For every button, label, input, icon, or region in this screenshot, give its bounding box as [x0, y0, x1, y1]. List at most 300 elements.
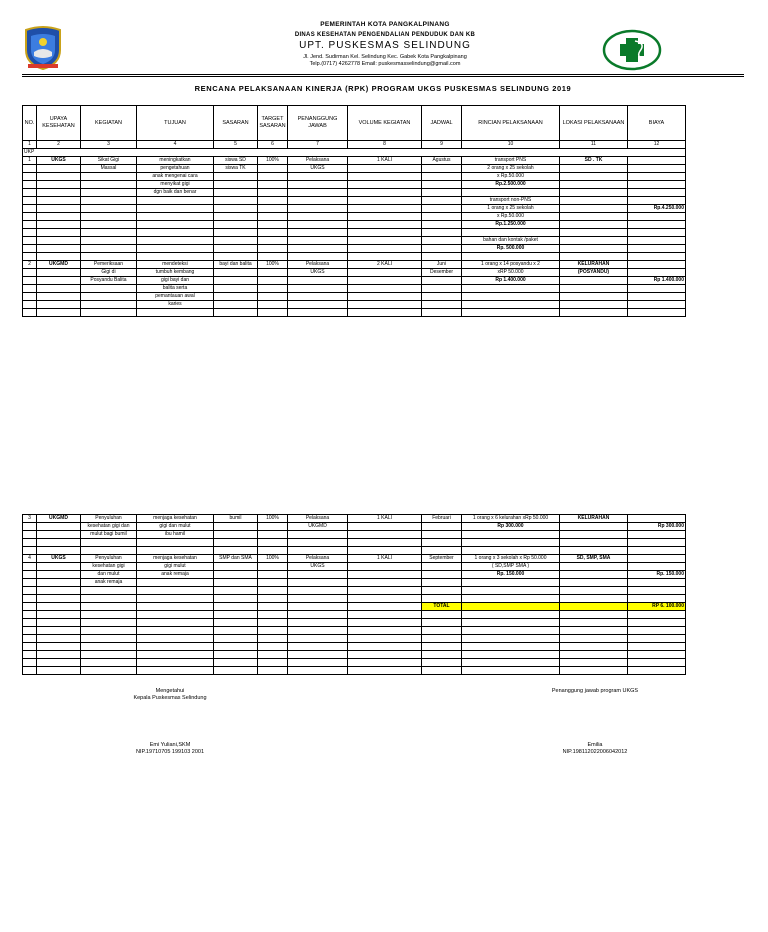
table-cell	[628, 301, 686, 309]
table-cell	[288, 651, 348, 659]
table-cell	[560, 603, 628, 611]
table-cell	[628, 531, 686, 539]
table-cell	[258, 245, 288, 253]
table-cell	[560, 277, 628, 285]
table-cell	[37, 667, 81, 675]
table-cell: Penyuluhan	[81, 555, 137, 563]
table-cell: Rp 1.400.000	[628, 277, 686, 285]
table-row	[23, 245, 686, 253]
table-cell: bayi dan balita	[214, 261, 258, 269]
table-cell	[628, 555, 686, 563]
table-cell	[628, 253, 686, 261]
table-row	[23, 157, 686, 165]
table-cell: 1 KALI	[348, 555, 422, 563]
table-cell	[462, 547, 560, 555]
table-cell	[214, 293, 258, 301]
table-cell	[214, 531, 258, 539]
table-cell: pemantauan awal	[137, 293, 214, 301]
table-cell: 4	[23, 555, 37, 563]
table-cell	[258, 563, 288, 571]
table-cell	[560, 237, 628, 245]
table-cell	[462, 539, 560, 547]
table-cell	[81, 603, 137, 611]
column-header: TUJUAN	[137, 106, 214, 141]
table-cell	[37, 531, 81, 539]
table-cell: ( SD,SMP SMA )	[462, 563, 560, 571]
table-cell	[348, 293, 422, 301]
table-cell: meningkatkan	[137, 157, 214, 165]
table-cell	[37, 165, 81, 173]
table-cell	[81, 173, 137, 181]
signature-left-line2: Kepala Puskesmas Selindung	[133, 695, 207, 701]
table-cell	[628, 237, 686, 245]
table-cell	[348, 205, 422, 213]
table-cell	[81, 221, 137, 229]
column-header: KEGIATAN	[81, 106, 137, 141]
table-cell: dan mulut	[81, 571, 137, 579]
column-number: 7	[288, 141, 348, 149]
table-cell	[288, 301, 348, 309]
table-cell: bumil	[214, 515, 258, 523]
table-cell	[23, 643, 37, 651]
table-cell	[137, 619, 214, 627]
signature-right-name: Emilia	[587, 742, 603, 748]
table-cell	[288, 237, 348, 245]
table-cell	[288, 643, 348, 651]
table-cell	[258, 213, 288, 221]
table-cell: 100%	[258, 515, 288, 523]
table-cell	[23, 603, 37, 611]
table-cell	[23, 651, 37, 659]
table-cell	[288, 635, 348, 643]
table-cell	[23, 571, 37, 579]
table-cell	[37, 205, 81, 213]
column-number: 6	[258, 141, 288, 149]
table-cell	[258, 197, 288, 205]
table-row	[23, 173, 686, 181]
table-row	[23, 253, 686, 261]
table-row	[23, 619, 686, 627]
table-cell	[462, 667, 560, 675]
table-cell	[348, 571, 422, 579]
table-cell	[214, 611, 258, 619]
table-row	[23, 309, 686, 317]
table-cell	[628, 245, 686, 253]
table-cell	[23, 181, 37, 189]
table-cell	[628, 579, 686, 587]
table-cell	[258, 293, 288, 301]
table-cell	[258, 611, 288, 619]
health-ministry-logo-icon	[602, 29, 662, 71]
table-cell	[81, 659, 137, 667]
table-cell: Pelaksana	[288, 555, 348, 563]
table-cell	[462, 301, 560, 309]
table-cell	[37, 539, 81, 547]
table-cell	[422, 277, 462, 285]
table-cell: Pelaksana	[288, 261, 348, 269]
table-cell	[348, 547, 422, 555]
table-cell	[37, 253, 81, 261]
table-cell: xRP 50.000	[462, 269, 560, 277]
table-cell: (POSYANDU)	[560, 269, 628, 277]
table-cell	[462, 659, 560, 667]
table-cell	[37, 269, 81, 277]
table-row	[23, 229, 686, 237]
table-cell	[348, 181, 422, 189]
table-cell	[560, 173, 628, 181]
table-cell: balita serta	[137, 285, 214, 293]
table-cell	[560, 659, 628, 667]
column-header: RINCIAN PELAKSANAAN	[462, 106, 560, 141]
table-cell: KELURAHAN	[560, 515, 628, 523]
table-cell	[560, 221, 628, 229]
table-cell: x Rp.50.000	[462, 173, 560, 181]
header-address: Jl. Jend. Sudirman Kel. Selindung Kec. Gabek Kota Pangkalpinang	[303, 54, 467, 60]
table-cell: Februari	[422, 515, 462, 523]
table-cell	[137, 253, 214, 261]
table-cell	[258, 579, 288, 587]
table-cell	[23, 563, 37, 571]
table-cell	[23, 229, 37, 237]
table-cell: Rp 1.400.000	[462, 277, 560, 285]
table-cell	[258, 253, 288, 261]
table-cell	[214, 603, 258, 611]
table-cell	[258, 539, 288, 547]
table-cell	[560, 293, 628, 301]
table-cell	[37, 237, 81, 245]
table-cell	[422, 627, 462, 635]
table-cell	[462, 293, 560, 301]
table-row	[23, 635, 686, 643]
header-contact: Telp.(0717) 4262778 Email: puskesmasselindung@gmail.com	[309, 61, 461, 67]
table-cell	[37, 619, 81, 627]
table-cell	[214, 213, 258, 221]
table-cell	[422, 253, 462, 261]
table-cell	[214, 595, 258, 603]
table-cell: menjaga kesehatan	[137, 515, 214, 523]
table-cell	[560, 587, 628, 595]
column-header: UPAYA KESEHATAN	[37, 106, 81, 141]
table-cell	[258, 181, 288, 189]
table-cell	[560, 571, 628, 579]
table-row	[23, 547, 686, 555]
table-cell	[37, 659, 81, 667]
table-cell	[214, 643, 258, 651]
table-cell	[137, 627, 214, 635]
table-cell	[348, 563, 422, 571]
table-cell	[214, 285, 258, 293]
table-cell	[628, 643, 686, 651]
table-cell	[214, 563, 258, 571]
table-cell	[628, 651, 686, 659]
table-cell	[288, 571, 348, 579]
table-cell	[560, 253, 628, 261]
table-cell	[37, 563, 81, 571]
table-cell: 1 KALI	[348, 515, 422, 523]
table-cell	[23, 277, 37, 285]
table-cell	[348, 197, 422, 205]
table-cell	[422, 531, 462, 539]
table-cell: 1 orang x 3 sekolah x Rp 50.000	[462, 555, 560, 563]
document-title: RENCANA PELAKSANAAN KINERJA (RPK) PROGRAM UKGS PUSKESMAS SELINDUNG 2019	[194, 84, 572, 93]
table-cell	[422, 189, 462, 197]
table-cell	[628, 221, 686, 229]
table-cell: Pelaksana	[288, 157, 348, 165]
table-cell: 1 KALI	[348, 157, 422, 165]
column-number: 10	[462, 141, 560, 149]
table-cell	[37, 285, 81, 293]
table-cell	[348, 229, 422, 237]
table-row	[23, 563, 686, 571]
table-cell	[628, 539, 686, 547]
table-cell	[258, 659, 288, 667]
table-cell	[288, 619, 348, 627]
table-cell	[258, 667, 288, 675]
table-cell	[37, 579, 81, 587]
table-cell: mulut bagi bumil	[81, 531, 137, 539]
signature-left-name-block	[110, 742, 230, 756]
table-cell	[23, 189, 37, 197]
table-cell	[214, 619, 258, 627]
table-cell	[23, 197, 37, 205]
table-cell: Juni	[422, 261, 462, 269]
table-row	[23, 555, 686, 563]
table-cell	[628, 309, 686, 317]
table-cell: Rp.1.250.000	[462, 221, 560, 229]
table-cell: Posyandu Balita	[81, 277, 137, 285]
table-cell	[258, 571, 288, 579]
table-cell: anak remaja	[81, 579, 137, 587]
table-cell	[422, 221, 462, 229]
table-cell	[23, 213, 37, 221]
table-row	[23, 189, 686, 197]
table-cell	[214, 523, 258, 531]
table-cell	[288, 611, 348, 619]
table-row	[23, 269, 686, 277]
table-cell	[628, 189, 686, 197]
table-cell: TOTAL	[422, 603, 462, 611]
table-cell: menyikat gigi	[137, 181, 214, 189]
table-cell	[422, 595, 462, 603]
table-cell	[560, 309, 628, 317]
table-cell	[23, 253, 37, 261]
table-cell	[23, 659, 37, 667]
table-row	[23, 165, 686, 173]
table-cell: Rp.2.500.000	[462, 181, 560, 189]
column-header: BIAYA	[628, 106, 686, 141]
table-cell	[258, 603, 288, 611]
table-header-row	[23, 106, 686, 141]
table-cell	[137, 611, 214, 619]
table-cell	[462, 635, 560, 643]
table-cell	[137, 229, 214, 237]
table-cell	[628, 269, 686, 277]
table-cell: 100%	[258, 261, 288, 269]
table-cell: 2 KALI	[348, 261, 422, 269]
table-cell: karies	[137, 301, 214, 309]
table-cell	[37, 277, 81, 285]
table-cell: siswa SD	[214, 157, 258, 165]
table-cell	[560, 181, 628, 189]
table-cell	[23, 293, 37, 301]
table-cell	[214, 635, 258, 643]
table-row	[23, 237, 686, 245]
table-cell	[37, 221, 81, 229]
table-cell	[214, 309, 258, 317]
table-cell	[23, 523, 37, 531]
table-cell	[288, 229, 348, 237]
table-cell	[422, 229, 462, 237]
table-row	[23, 643, 686, 651]
table-row	[23, 261, 686, 269]
table-cell	[348, 189, 422, 197]
table-cell	[214, 627, 258, 635]
table-cell	[258, 221, 288, 229]
table-cell	[560, 531, 628, 539]
table-cell	[348, 643, 422, 651]
section-row	[23, 149, 686, 157]
table-cell: gigi mulut	[137, 563, 214, 571]
table-cell	[23, 627, 37, 635]
table-row	[23, 539, 686, 547]
table-cell: 1 orang x 25 sekolah	[462, 205, 560, 213]
table-cell: Agustus	[422, 157, 462, 165]
table-cell	[37, 181, 81, 189]
table-cell	[37, 523, 81, 531]
table-cell: Gigi di	[81, 269, 137, 277]
table-row	[23, 293, 686, 301]
table-cell	[258, 269, 288, 277]
rpk-table-main	[22, 105, 686, 317]
table-cell	[81, 627, 137, 635]
table-cell: SMP dan SMA	[214, 555, 258, 563]
table-cell: transport non-PNS	[462, 197, 560, 205]
table-cell	[422, 587, 462, 595]
table-cell	[81, 253, 137, 261]
table-cell	[137, 205, 214, 213]
table-cell	[258, 285, 288, 293]
column-header: TARGET SASARAN	[258, 106, 288, 141]
table-cell	[137, 237, 214, 245]
table-cell	[288, 181, 348, 189]
table-cell	[37, 611, 81, 619]
city-emblem-icon	[22, 24, 64, 70]
table-cell	[137, 635, 214, 643]
table-cell	[288, 309, 348, 317]
table-cell	[258, 635, 288, 643]
table-cell: 2	[23, 261, 37, 269]
table-cell	[628, 547, 686, 555]
table-row	[23, 667, 686, 675]
table-cell	[23, 579, 37, 587]
column-header: NO.	[23, 106, 37, 141]
table-cell	[288, 253, 348, 261]
table-cell	[628, 261, 686, 269]
table-cell	[37, 301, 81, 309]
table-cell: 100%	[258, 555, 288, 563]
table-cell	[628, 563, 686, 571]
table-cell	[560, 523, 628, 531]
table-row	[23, 651, 686, 659]
table-cell: RP 6. 100.000	[628, 603, 686, 611]
table-cell	[258, 189, 288, 197]
header-divider-thin	[22, 76, 744, 77]
table-cell: SD . TK	[560, 157, 628, 165]
table-cell	[422, 619, 462, 627]
table-cell	[37, 309, 81, 317]
table-cell	[422, 245, 462, 253]
table-cell: anak mengenai cara	[137, 173, 214, 181]
table-cell	[560, 611, 628, 619]
table-cell	[288, 587, 348, 595]
signature-right-line1: Penanggung jawab program UKGS	[551, 688, 639, 694]
table-cell: Pelaksana	[288, 515, 348, 523]
table-row	[23, 587, 686, 595]
table-row	[23, 277, 686, 285]
table-cell	[81, 213, 137, 221]
table-cell	[37, 245, 81, 253]
table-row	[23, 523, 686, 531]
table-cell: Penyuluhan	[81, 515, 137, 523]
table-cell: UKGS	[288, 165, 348, 173]
total-row	[23, 603, 686, 611]
table-row	[23, 301, 686, 309]
table-cell	[137, 245, 214, 253]
table-cell	[348, 627, 422, 635]
table-cell: siswa TK	[214, 165, 258, 173]
table-cell	[628, 627, 686, 635]
table-cell	[348, 531, 422, 539]
table-cell	[288, 667, 348, 675]
table-cell	[288, 579, 348, 587]
table-cell	[258, 619, 288, 627]
signature-right-name-block	[530, 742, 660, 756]
table-cell	[422, 523, 462, 531]
table-cell	[462, 627, 560, 635]
table-cell	[214, 667, 258, 675]
table-cell: Rp. 150.000	[628, 571, 686, 579]
table-cell: gigi bayi dan	[137, 277, 214, 285]
table-row	[23, 531, 686, 539]
table-cell	[258, 277, 288, 285]
table-cell	[137, 667, 214, 675]
table-row	[23, 579, 686, 587]
table-cell	[560, 205, 628, 213]
table-cell	[348, 237, 422, 245]
table-cell: x Rp.50.000	[462, 213, 560, 221]
table-cell: pengetahuan	[137, 165, 214, 173]
rpk-table-continued	[22, 514, 686, 675]
table-cell	[214, 197, 258, 205]
table-cell	[214, 253, 258, 261]
table-cell: Massal	[81, 165, 137, 173]
table-cell: Rp.4.250.000	[628, 205, 686, 213]
table-cell	[258, 523, 288, 531]
table-cell	[348, 269, 422, 277]
table-cell	[628, 197, 686, 205]
table-cell	[560, 245, 628, 253]
table-cell	[23, 205, 37, 213]
table-cell	[288, 293, 348, 301]
table-cell	[288, 205, 348, 213]
table-cell	[628, 285, 686, 293]
table-cell	[628, 587, 686, 595]
header-divider	[22, 74, 744, 75]
table-cell	[462, 531, 560, 539]
table-cell	[560, 643, 628, 651]
column-number: 11	[560, 141, 628, 149]
table-cell	[214, 237, 258, 245]
